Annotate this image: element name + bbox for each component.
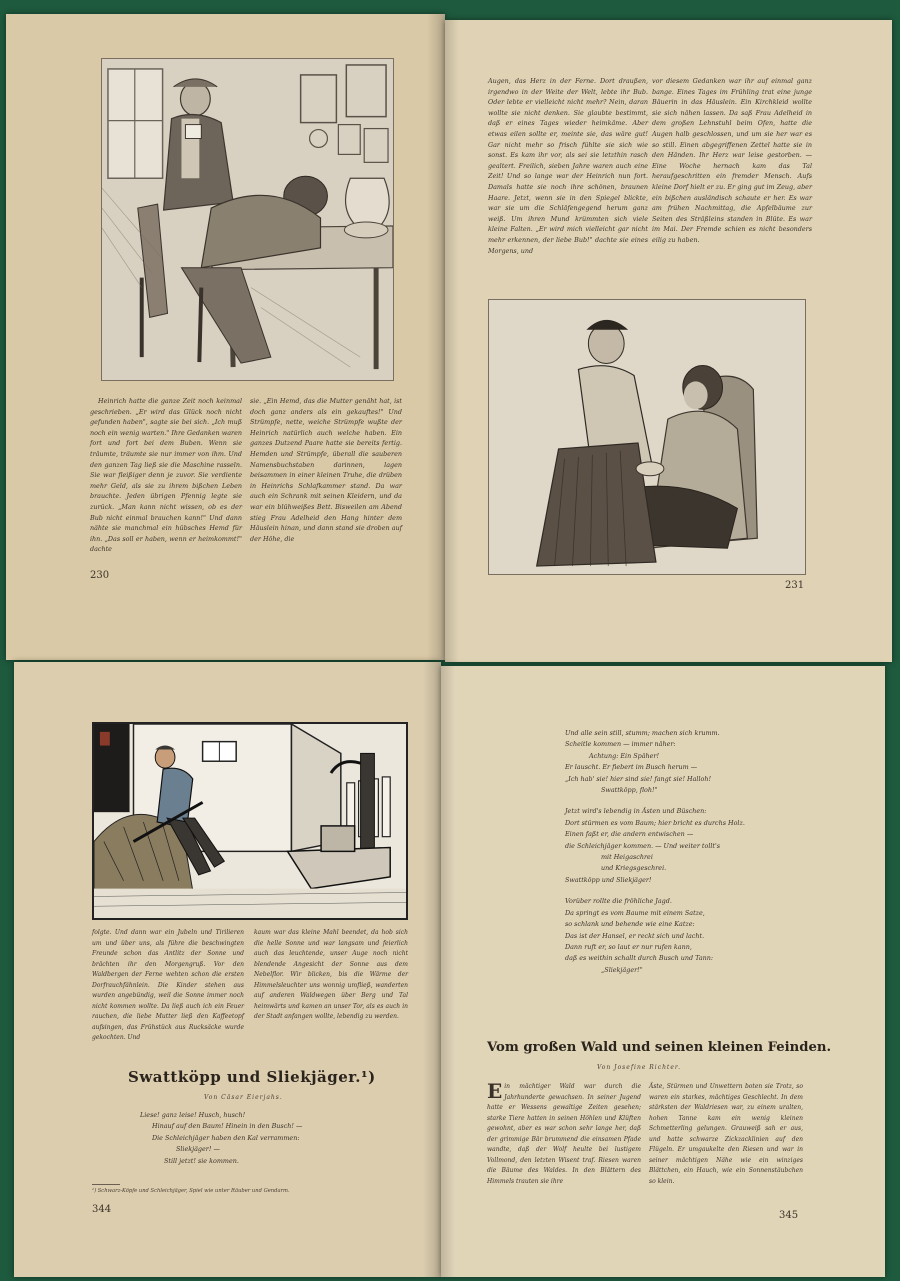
poem-line: daß es weithin schallt durch Busch und Tann: [565,954,714,963]
poem-line: Die Schleichjäger haben den Kal verrammen: [152,1133,300,1142]
page-344-column-2: kaum war das kleine Mahl beendet, da hob sich die helle Sonne und war langsam und feierlich auch das leuchtende, unser Auge noch nicht blendende Angesicht der Sonne aus dem Nebelflor. Wir blicken, bis die Wärme der Himmelsleuchter uns wonnig umfließ, wanderten auf anderen Waldwegen über Berg und Tal heimwärts und kamen an unser Tor, als es auch in der Stadt anfangen wollte, lebendig zu werden. [254,929,408,1020]
page-230 [6,14,445,660]
page-345-column-1: Ein mächtiger Wald war durch die Jahrhunderte gewachsen. In seiner Jugend hatte er Wessens gewaltige Zeiten gesehen; starke Tiere hatten in seinen Höhlen und Klüften gewohnt, aber es war schon sehr lange her, daß der grimmige Bär brummend die einsamen Pfade wandte, daß der Wolf heulte bei lustigem Vollmond, den letzten Wisent traf. Riesen waren die Bäume des Waldes. In den Blättern des Himmels trauten sie ihre [487,1079,641,1185]
poem-line: Achtung: Ein Späher! [589,751,660,760]
page-number: 230 [90,570,110,581]
poem-line: Da springt es vom Baume mit einem Satze, [565,908,705,917]
poem-line: Dort stürmen es vom Baum; hier bricht es durchs Holz. [565,818,745,827]
poem-line: Still jetzt! sie kommen. [164,1156,239,1165]
page-231-column-1: Augen, das Herz in der Ferne. Dort draußen, irgendwo in der Weite der Welt, lebte ihr Bub. Oder lebte er vielleicht nicht mehr? Nein, daran wollte sie nicht denken. Sie glaubte bestimmt, daß er eines Tages wieder heimkäme. Aber etwas eilen sollte er, meinte sie, das wäre gut! Gar nicht mehr so frisch fühlte sie sich wie sonst. Es kam ihr vor, als sei sie letzthin rasch gealtert. Freilich, sieben Jahre waren auch eine Zeit! Und so lange war der Heinrich nun fort. Damals hatte sie noch ihre schönen, braunen Haare. Jetzt, wenn sie in den Spiegel blickte, war sie um die Schläfengegend herum ganz weiß. Um ihren Mund krümmten sich viele kleine Falten. „Er wird mich vielleicht gar nicht mehr erkennen, der liebe Bub!" dachte sie eines Morgens, und [488,77,648,255]
poem-line: Hinauf auf den Baum! Hinein in den Busch! — [152,1122,303,1131]
poem-line: Er lauscht. Er fiebert im Busch herum — [565,763,698,772]
poem-line: Sliekjäger! — [176,1145,220,1154]
poem-line: und Kriegsgeschrei. [601,864,667,873]
footnote-rule [92,1184,120,1185]
page-number: 345 [779,1210,799,1221]
illustration-woman-and-old-mother [488,299,806,575]
page-345 [441,666,885,1277]
page-230-column-1: Heinrich hatte die ganze Zeit noch keinmal geschrieben. „Er wird das Glück noch nicht gefunden haben", sagte sie bei sich. „Ich muß noch ein wenig warten." Ihre Gedanken waren fort und fort bei dem Buben. Wenn sie träumte, träumte sie nur immer von ihm. Und den ganzen Tag ließ sie die Maschine rasseln. Sie war fleißiger denn je zuvor. Sie verdiente mehr Geld, als sie zu ihrem bißchen Leben brauchte. Jeden übrigen Pfennig legte sie zurück. „Man kann nicht wissen, ob es der Bub nicht einmal brauchen kann!" Und dann nähte sie manchmal ein hübsches Hemd für ihn. „Das soll er haben, wenn er heimkommt!" dachte [90,397,242,554]
page-number: 344 [92,1204,112,1215]
page-number: 231 [785,580,805,591]
poem-line: die Schleichjäger kommen. — Und weiter tollt's [565,841,721,850]
page-345-column-2: Äste, Stürmen und Unwettern boten sie Trotz, so waren ein starkes, mächtiges Geschlecht. In dem stärksten der Waldriesen war, zu einem uralten, hohen Tanne kam ein wenig kleinen Schmetterling gelungen. Grauweiß sah er aus, und hatte schwarze Zickzacklinien auf den Flügeln. Er umgaukelte den Riesen und war in seiner mächtigen Nähe wie ein winziges Blättchen, ein Hauch, wie ein Sonnenstäubchen so klein. [649,1083,803,1185]
page-230-column-2: sie. „Ein Hemd, das die Mutter genäht hat, ist doch ganz anders als ein gekauftes!" Und Strümpfe, nette, weiche Strümpfe wußte der Heinrich natürlich auch welche haben. Ein ganzes Dutzend Paare hatte sie bereits fertig. Hemden und Strümpfe, überall die sauberen Namensbuchstaben darinnen, lagen beisammen in einer kleinen Truhe, die drüben in Heinrichs Schlafkammer stand. Da war auch ein Schrank mit seinen Kleidern, und da war ein blühweißes Bett. Bisweilen am Abend stieg Frau Adelheid den Hang hinter dem Häuslein hinan, und dann stand sie droben auf der Höhe, die [250,397,402,543]
poem-continuation [565,728,865,986]
poem-line: Scheitle kommen — immer näher: [565,740,676,749]
illustration-man-reading-letter [101,58,394,381]
poem-line: so schlank und behende wie eine Katze: [565,920,695,929]
drop-cap: E [487,1079,503,1103]
article-byline: Von Josefine Richter. [597,1064,682,1071]
footnote: ¹) Schwarz-Köpfe und Schleichjäger, Spiel wie unter Räuber und Gendarm. [92,1188,290,1194]
poem-byline: Von Cäsar Eierjahs. [204,1094,283,1101]
poem-line: Jetzt wird's lebendig in Ästen und Büschen: [565,807,707,816]
poem-swattkopp [140,1110,400,1167]
poem-line: Swattköpp und Sliekjäger! [565,875,652,884]
poem-line: Das ist der Hansel, er reckt sich und lacht. [565,931,705,940]
poem-line: Einen faßt er, die andern entwischen — [565,830,694,839]
poem-line: Swattköpp, floh!" [601,786,658,795]
poem-title: Swattköpp und Sliekjäger.¹) [128,1068,376,1086]
page-344-column-1: folgte. Und dann war ein Jubeln und Tirilieren um und über uns, als führe die beschwingten Freunde schon das Antlitz der Sonne und brächten ihr den Morgengruß. Vor den Waldbergen der Ferne wehten schon die ersten Dorfrauchfähnlein. Die Kinder stehen aus wurden angebündig, weil die Sonne immer noch nicht kommen wollte. Da ließ auch ich ein Feuer rauchen, die liebe Mutter ließ den Kaffeetopf aufsingen, das Frühstück aus Rucksäcke wurde gekochten. Und [92,929,244,1041]
page-231-column-2: vor diesem Gedanken war ihr auf einmal ganz bange. Eines Tages im Frühling trat eine junge Bäuerin in das Häuslein. Ein Kirchkleid wollte sie sich nähen lassen. Da saß Frau Adelheid in dem großen Lehnstuhl beim Ofen, hatte die Augen halb geschlossen, und um sie her war es so still. Einen abgegriffenen Zettel hatte sie in den Händen. Ihr Herz war leise gestorben. — Eine Woche hernach kam das Tal heraufgeschritten ein fremder Mensch. Aufs kleine Dorf hielt er zu. Er ging gut im Zeug, aber ein bißchen ausländisch schaute er her. Es war am frühen Nachmittag, die Apfelbäume zur Seiten des Sträßleins standen in Blüte. Es war im Mai. Der Fremde schien es nicht besonders eilig zu haben. [652,77,812,244]
poem-line: mit Heigaschrei [601,853,653,862]
poem-line: Und alle sein still, stumm; machen sich krumm. [565,729,720,737]
poem-line: Liese! ganz leise! Husch, husch! [140,1111,246,1119]
poem-line: „Ich hab' sie! hier sind sie! fangt sie! Halloh! [565,774,712,783]
poem-line: „Sliekjäger!" [601,965,643,974]
poem-line: Dann ruft er, so laut er nur rufen kann, [565,942,692,951]
poem-line: Vorüber rollte die fröhliche Jagd. [565,897,672,906]
illustration-farmer-with-wheelbarrow [92,722,408,920]
page-344 [14,662,441,1277]
article-title: Vom großen Wald und seinen kleinen Feinden. [487,1040,832,1055]
page-231 [445,20,892,662]
